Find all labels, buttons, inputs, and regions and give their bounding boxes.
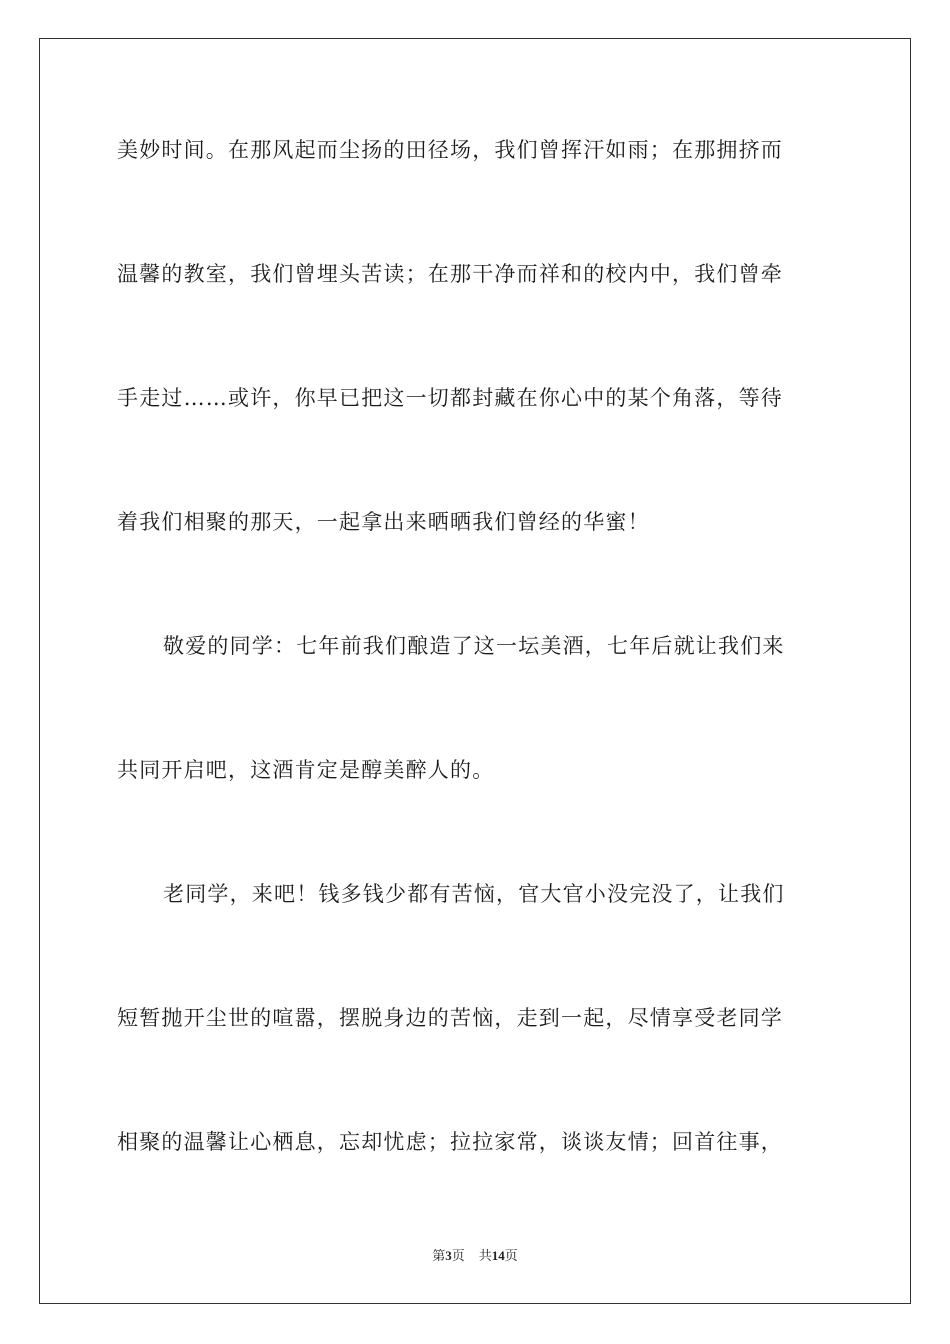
paragraph-line: 温馨的教室，我们曾埋头苦读；在那干净而祥和的校内中，我们曾牵	[117, 262, 783, 286]
total-suffix: 页	[504, 1248, 518, 1263]
paragraph-line: 敬爱的同学：七年前我们酿造了这一坛美酒，七年后就让我们来	[163, 634, 785, 658]
paragraph-line: 共同开启吧，这酒肯定是醇美醉人的。	[117, 758, 495, 782]
page-border	[39, 38, 911, 1304]
page-prefix: 第	[432, 1248, 446, 1263]
paragraph-line: 手走过……或许，你早已把这一切都封藏在你心中的某个角落，等待	[117, 386, 783, 410]
paragraph-line: 老同学，来吧！钱多钱少都有苦恼，官大官小没完没了，让我们	[163, 882, 785, 906]
page-footer	[0, 1247, 950, 1265]
page-total: 14	[491, 1248, 505, 1263]
paragraph-line: 着我们相聚的那天，一起拿出来晒晒我们曾经的华蜜！	[117, 510, 650, 534]
paragraph-line: 美妙时间。在那风起而尘扬的田径场，我们曾挥汗如雨；在那拥挤而	[117, 138, 783, 162]
paragraph-line: 短暂抛开尘世的喧嚣，摆脱身边的苦恼，走到一起，尽情享受老同学	[117, 1006, 783, 1030]
page-current: 3	[445, 1248, 452, 1263]
page-suffix: 页	[451, 1248, 465, 1263]
total-prefix: 共	[478, 1248, 492, 1263]
paragraph-line: 相聚的温馨让心栖息，忘却忧虑；拉拉家常，谈谈友情；回首往事，	[117, 1130, 783, 1154]
